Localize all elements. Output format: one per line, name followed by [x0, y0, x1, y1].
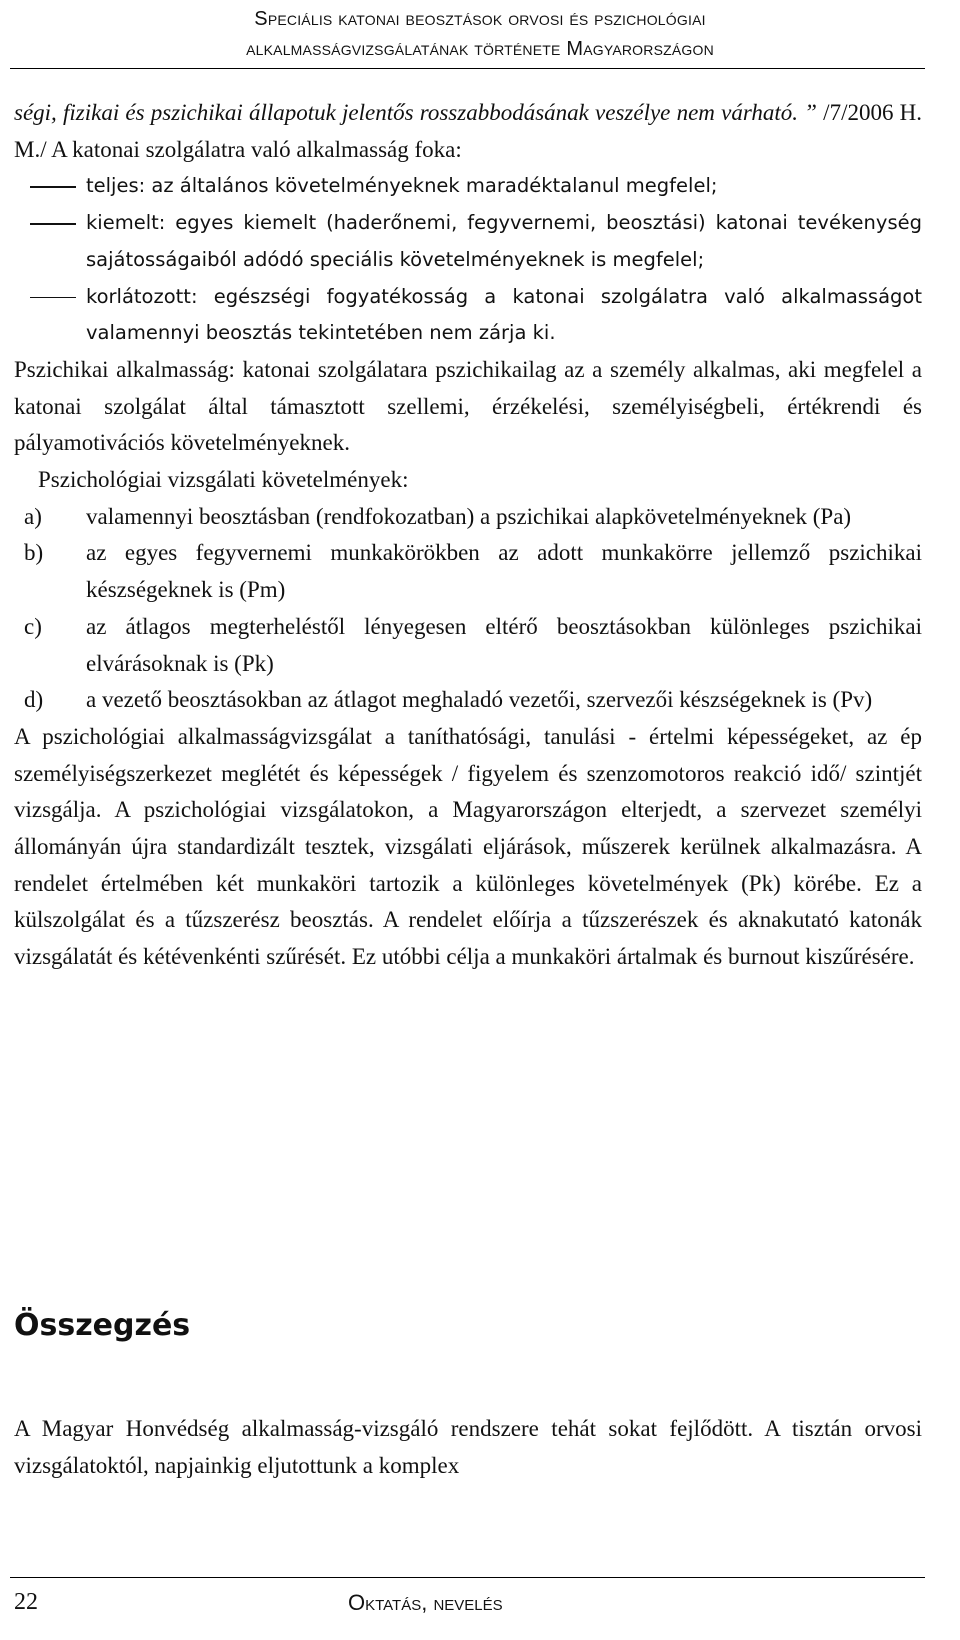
dash-item-text: teljes: az általános követelményeknek maradéktalanul megfelel; — [86, 174, 718, 198]
section-title: Összegzés — [14, 1308, 191, 1343]
list-letter: b) — [24, 540, 44, 566]
list-item-text: valamennyi beosztásban (rendfokozatban) a pszichikai alapkövetelményeknek (Pa) — [86, 503, 852, 529]
running-footer-title: Oktatás, nevelés — [348, 1590, 503, 1615]
quote-reference: /7/2006 H. M./ A katonai szolgálatra való alkalmasság foka: — [14, 100, 923, 162]
dash-item-text: korlátozott: egészségi fogyatékosság a katonai szolgálatra való alkalmasságot valamennyi beosztás tekintetében nem zárja ki. — [86, 284, 922, 345]
em-dash-icon — [30, 186, 76, 188]
dash-item-teljes — [14, 168, 922, 205]
em-dash-icon — [30, 223, 76, 225]
requirement-item-c — [14, 609, 922, 682]
psych-paragraph: Pszichikai alkalmasság: katonai szolgálatara pszichikailag az a személy alkalmas, aki megfelel a katonai szolgálat által támasztott szellemi, érzékelési, személyiségbeli, értékrendi és pályamotivációs követelményeknek. — [14, 356, 922, 456]
footer-divider — [10, 1577, 925, 1578]
dash-item-text: kiemelt: egyes kiemelt (haderőnemi, fegyvernemi, beosztási) katonai tevékenység sajátosságaiból adódó speciális követelményeknek is megfelel; — [86, 211, 922, 271]
list-letter: c) — [24, 613, 42, 639]
list-item-text: a vezető beosztásokban az átlagot meghaladó vezetői, szervezői készségeknek is (Pv) — [86, 687, 873, 713]
list-item-text: az egyes fegyvernemi munkakörökben az adott munkakörre jellemző pszichikai készségeknek is (Pm) — [86, 540, 922, 603]
long-paragraph: A pszichológiai alkalmasságvizsgálat a taníthatósági, tanulási - értelmi képességeket, az ép személyiségszerkezet meglétét és képességek / figyelem és szenzomotoros reakció idő/ szintjét vizsgálja. A pszichológiai vizsgálatokon, a Magyarországon elterjedt, a szervezet személyi állományán újra standardizált tesztek, vizsgálati eljárások, műszerek kerülnek alkalmazásra. A rendelet értelmében két munkaköri tartozik a különleges követelmények (Pk) körébe. Ez a külszolgálat és a tűzszerész beosztás. A rendelet előírja a tűzszerészek és aknakutató katonák vizsgálatát és kétévenkénti szűrését. Ez utóbbi célja a munkaköri ártalmak és burnout kiszűrésére. — [14, 723, 922, 970]
quote-paragraph — [14, 95, 922, 168]
em-dash-icon — [30, 297, 76, 299]
requirement-item-b — [14, 535, 922, 608]
running-header — [0, 4, 960, 64]
requirements-title: Pszichológiai vizsgálati követelmények: — [38, 467, 409, 493]
quote-italic-line-2: nem várható. ” — [676, 100, 817, 125]
header-divider — [10, 68, 925, 69]
list-letter: a) — [24, 503, 42, 529]
dash-item-korlatozott — [14, 279, 922, 352]
list-item-text: az átlagos megterheléstől lényegesen eltérő beosztásokban különleges pszichikai elvárásoknak is (Pk) — [86, 613, 922, 676]
header-line-1: Speciális katonai beosztások orvosi és pszichológiai — [254, 8, 706, 30]
dash-item-kiemelt — [14, 205, 922, 278]
header-line-2: alkalmasságvizsgálatának története Magyarországon — [246, 38, 714, 60]
section-paragraph: A Magyar Honvédség alkalmasság-vizsgáló rendszere tehát sokat fejlődött. A tisztán orvosi vizsgálatoktól, napjainkig eljutottunk a komplex — [14, 1416, 922, 1478]
quote-italic-line-1: ségi, fizikai és pszichikai állapotuk jelentős rosszabbodásának veszélye — [14, 100, 671, 125]
requirement-item-d — [14, 682, 922, 719]
list-letter: d) — [24, 687, 44, 713]
body-text — [14, 95, 922, 976]
page-number: 22 — [14, 1589, 38, 1615]
requirement-item-a — [14, 499, 922, 536]
